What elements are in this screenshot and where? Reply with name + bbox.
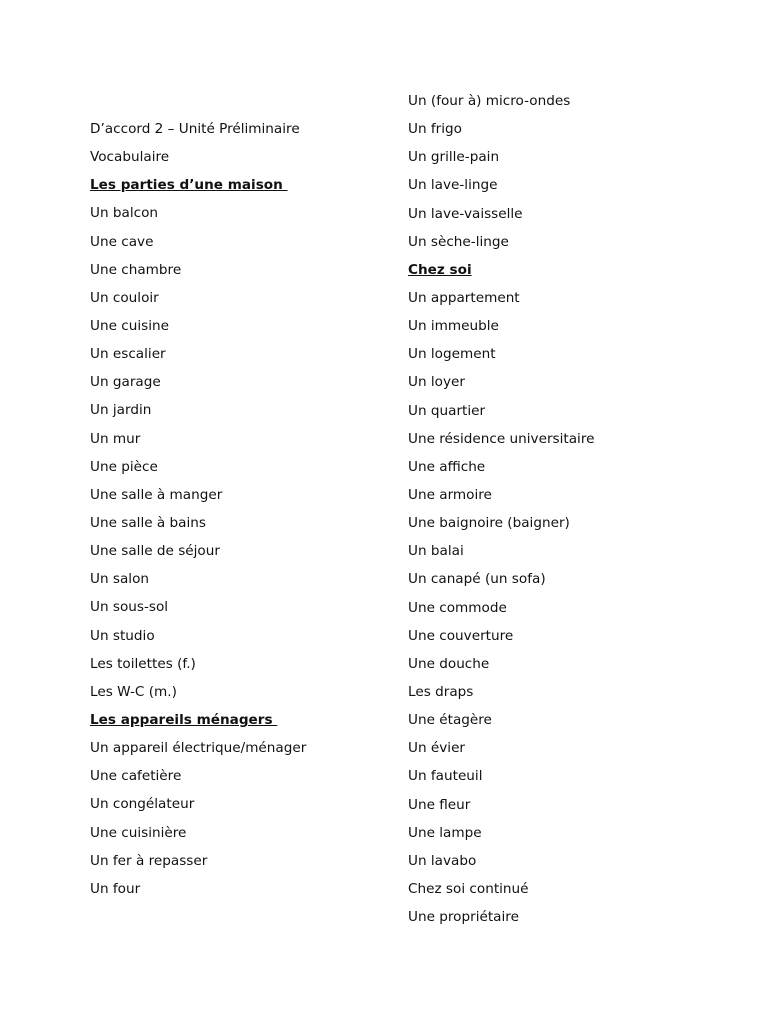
vocabulary-item: Un grille-pain xyxy=(408,149,500,166)
vocabulary-item: Une propriétaire xyxy=(408,909,519,926)
vocabulary-item: Une fleur xyxy=(408,796,471,813)
vocabulary-item: Un appareil électrique/ménager xyxy=(90,740,307,757)
right-column xyxy=(408,90,594,934)
vocabulary-item: Une salle à manger xyxy=(90,486,223,503)
vocabulary-item: Une cafetière xyxy=(90,768,182,785)
vocabulary-item: D’accord 2 – Unité Préliminaire xyxy=(90,121,300,137)
vocabulary-item: Un garage xyxy=(90,374,161,391)
section-heading: Les parties d’une maison xyxy=(90,177,288,194)
left-column xyxy=(90,118,306,906)
vocabulary-item: Une lampe xyxy=(408,824,482,841)
vocabulary-item: Un congélateur xyxy=(90,796,195,813)
vocabulary-item: Un loyer xyxy=(408,374,465,391)
vocabulary-item: Une salle de séjour xyxy=(90,543,220,560)
vocabulary-item: Une pièce xyxy=(90,458,158,475)
vocabulary-item: Une cuisinière xyxy=(90,824,187,841)
vocabulary-item: Un frigo xyxy=(408,121,462,138)
vocabulary-item: Les toilettes (f.) xyxy=(90,655,196,672)
vocabulary-item: Une baignoire (baigner) xyxy=(408,515,570,532)
vocabulary-item: Une cuisine xyxy=(90,317,169,334)
vocabulary-item: Un lavabo xyxy=(408,852,477,869)
vocabulary-item: Un canapé (un sofa) xyxy=(408,571,546,588)
vocabulary-item: Une armoire xyxy=(408,486,492,503)
vocabulary-item: Vocabulaire xyxy=(90,149,170,166)
vocabulary-item: Une étagère xyxy=(408,712,492,729)
vocabulary-item: Un logement xyxy=(408,346,496,363)
vocabulary-item: Un salon xyxy=(90,571,150,588)
vocabulary-item: Un quartier xyxy=(408,402,486,419)
vocabulary-item: Une commode xyxy=(408,599,507,616)
vocabulary-item: Un lave-vaisselle xyxy=(408,205,523,222)
section-heading: Les appareils ménagers xyxy=(90,711,278,728)
vocabulary-item: Une affiche xyxy=(408,458,486,475)
vocabulary-item: Un balai xyxy=(408,543,464,560)
vocabulary-item: Chez soi continué xyxy=(408,880,529,897)
vocabulary-item: Un évier xyxy=(408,740,466,757)
vocabulary-item: Un mur xyxy=(90,430,141,447)
vocabulary-item: Un four xyxy=(90,880,141,897)
vocabulary-item: Une salle à bains xyxy=(90,514,206,531)
vocabulary-item: Un balcon xyxy=(90,205,159,222)
vocabulary-item: Les draps xyxy=(408,683,474,700)
vocabulary-item: Un jardin xyxy=(90,402,152,419)
vocabulary-item: Les W-C (m.) xyxy=(90,683,177,700)
vocabulary-item: Une cave xyxy=(90,233,154,250)
vocabulary-item: Un sèche-linge xyxy=(408,233,509,250)
vocabulary-item: Un immeuble xyxy=(408,318,499,335)
vocabulary-item: Un escalier xyxy=(90,346,166,363)
vocabulary-item: Un lave-linge xyxy=(408,177,498,194)
vocabulary-item: Un fer à repasser xyxy=(90,852,208,869)
vocabulary-item: Une douche xyxy=(408,655,490,672)
vocabulary-item: Une couverture xyxy=(408,627,514,644)
section-heading: Chez soi xyxy=(408,261,472,278)
vocabulary-item: Un couloir xyxy=(90,289,159,306)
vocabulary-item: Un (four à) micro-ondes xyxy=(408,93,571,109)
vocabulary-item: Un appartement xyxy=(408,289,520,306)
vocabulary-item: Une chambre xyxy=(90,261,182,278)
vocabulary-item: Un studio xyxy=(90,627,155,644)
vocabulary-item: Un fauteuil xyxy=(408,768,483,785)
vocabulary-item: Une résidence universitaire xyxy=(408,430,595,447)
vocabulary-item: Un sous-sol xyxy=(90,599,169,616)
